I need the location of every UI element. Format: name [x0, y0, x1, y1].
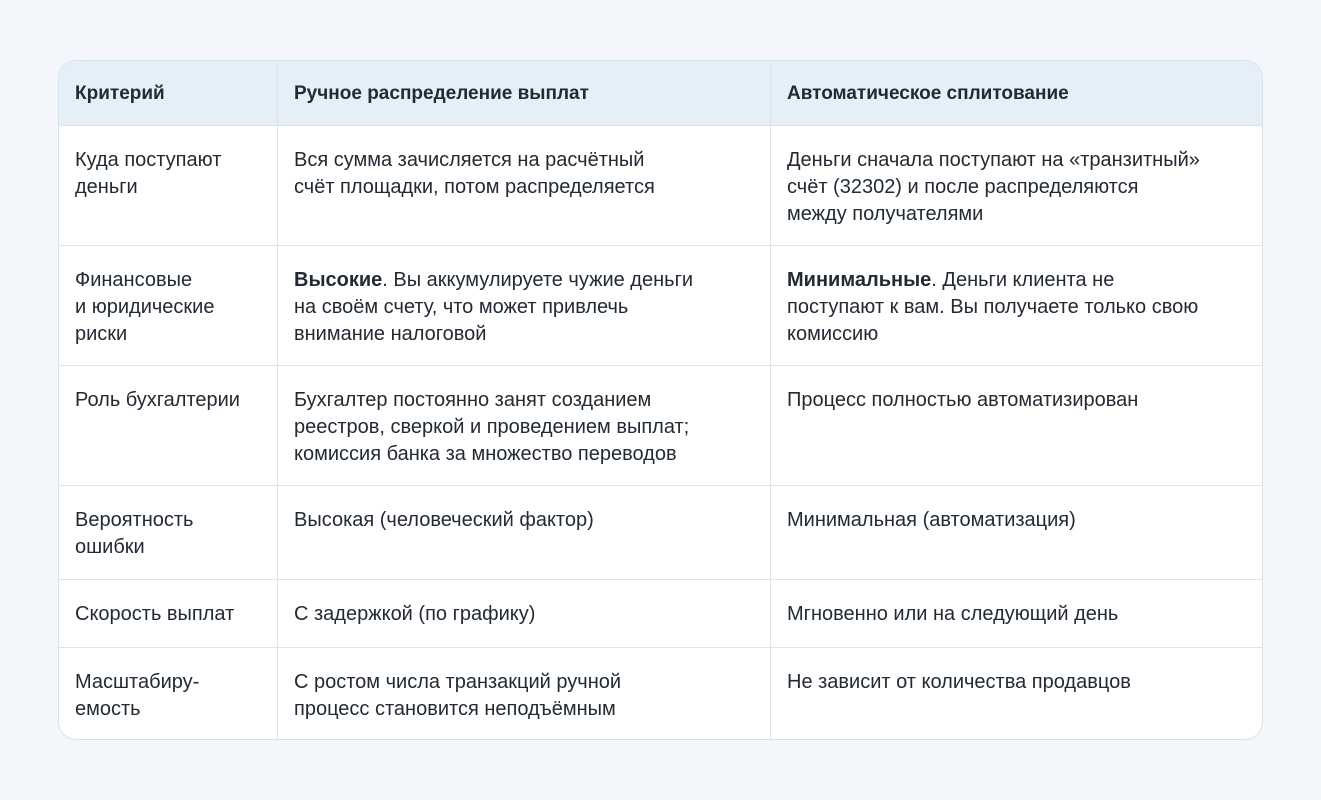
- table-row: [59, 647, 1262, 740]
- criterion-cell: Финансовые и юридические риски: [59, 246, 278, 365]
- table-row: [59, 579, 1262, 647]
- table-header: [59, 61, 1262, 125]
- criterion-cell: Скорость выплат: [59, 580, 278, 647]
- cell-text: Деньги сначала поступают на «транзитный» счёт (32302) и после распределяются между получателями: [787, 149, 1200, 225]
- cell-text: Высокая (человеческий фактор): [294, 509, 594, 531]
- manual-cell: [278, 648, 771, 740]
- manual-cell: [278, 126, 771, 245]
- header-criterion: Критерий: [59, 61, 278, 125]
- table-row: [59, 245, 1262, 365]
- header-manual: Ручное распределение выплат: [278, 61, 771, 125]
- header-auto: Автоматическое сплитование: [787, 82, 1069, 104]
- table-row: [59, 125, 1262, 245]
- cell-text: Мгновенно или на следующий день: [787, 603, 1119, 625]
- cell-text: Бухгалтер постоянно занят созданием реестров, сверкой и проведением выплат; комиссия банка за множество переводов: [294, 389, 690, 465]
- cell-text: . Деньги клиента не поступают к вам. Вы получаете только свою комиссию: [787, 269, 1199, 345]
- cell-text: С задержкой (по графику): [294, 603, 536, 625]
- auto-cell: [771, 648, 1262, 740]
- cell-text: Минимальная (автоматизация): [787, 509, 1076, 531]
- manual-cell: [278, 486, 771, 579]
- comparison-table: [58, 60, 1263, 740]
- cell-emphasis: Высокие: [294, 269, 383, 291]
- manual-cell: [278, 366, 771, 485]
- criterion-cell: Куда поступают деньги: [59, 126, 278, 245]
- cell-text: С ростом числа транзакций ручной процесс становится неподъёмным: [294, 671, 622, 720]
- auto-cell: [771, 126, 1262, 245]
- cell-emphasis: Минимальные: [787, 269, 932, 291]
- criterion-cell: Вероятность ошибки: [59, 486, 278, 579]
- table-row: [59, 485, 1262, 579]
- manual-cell: [278, 246, 771, 365]
- auto-cell: [771, 366, 1262, 485]
- criterion-cell: Масштабиру- емость: [59, 648, 278, 740]
- table-row: [59, 365, 1262, 485]
- cell-text: Не зависит от количества продавцов: [787, 671, 1131, 693]
- cell-text: . Вы аккумулируете чужие деньги на своём счету, что может привлечь внимание налоговой: [294, 269, 694, 345]
- auto-cell: [771, 580, 1262, 647]
- auto-cell: [771, 246, 1262, 365]
- cell-text: Вся сумма зачисляется на расчётный счёт площадки, потом распределяется: [294, 149, 655, 198]
- cell-text: Процесс полностью автоматизирован: [787, 389, 1139, 411]
- auto-cell: [771, 486, 1262, 579]
- criterion-cell: Роль бухгалтерии: [59, 366, 278, 485]
- manual-cell: [278, 580, 771, 647]
